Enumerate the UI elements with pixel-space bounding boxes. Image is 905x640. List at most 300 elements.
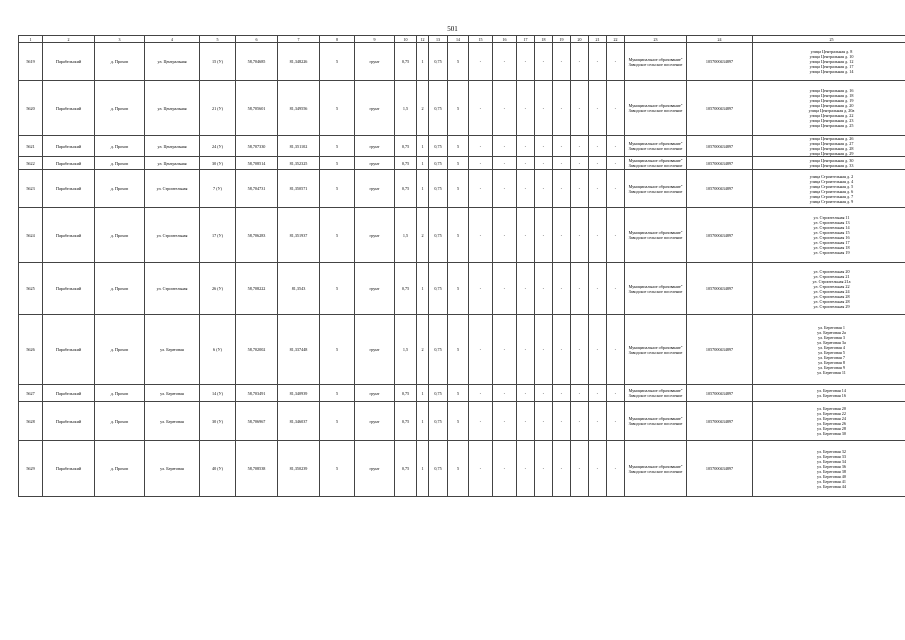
volume-cell: 0,75 <box>429 43 448 81</box>
ogrn-cell: 1057000434897 <box>687 263 753 315</box>
settlement-cell: Парабельский <box>43 402 95 441</box>
ogrn-cell: 1057000434897 <box>687 441 753 497</box>
empty-cell: - <box>535 157 553 170</box>
row-id: 5625 <box>19 263 43 315</box>
empty-cell: - <box>469 157 493 170</box>
address-line: ул. Строительная 14 <box>813 225 850 230</box>
value-cell: 5 <box>448 157 469 170</box>
empty-cell: - <box>517 441 535 497</box>
address-line: улица Центральная д. 8 <box>810 49 853 54</box>
empty-cell: - <box>571 385 589 402</box>
value-cell: 5 <box>448 263 469 315</box>
row-id: 5619 <box>19 43 43 81</box>
ogrn-cell: 1057000434897 <box>687 315 753 385</box>
count-cell: 5 <box>320 263 355 315</box>
address-line: ул. Береговая 32 <box>817 448 846 454</box>
row-id: 5622 <box>19 157 43 170</box>
empty-cell: - <box>535 208 553 263</box>
locality-cell: д. Прохоп <box>95 263 145 315</box>
address-line: ул. Береговая 3 <box>818 334 845 340</box>
containers-cell: 2 <box>417 81 429 136</box>
address-line: ул. Береговая 24 <box>817 416 846 421</box>
latitude-cell: 58,704685 <box>236 43 278 81</box>
owner-cell: Муниципальное образование" Заводское сельское поселение <box>625 402 687 441</box>
ogrn-cell: 1057000434897 <box>687 208 753 263</box>
street-cell: ул. Центральная <box>145 81 200 136</box>
count-cell: 5 <box>320 43 355 81</box>
addresses-cell <box>753 81 905 136</box>
empty-cell: - <box>571 43 589 81</box>
address-line: ул. Береговая 16 <box>817 393 846 398</box>
column-header: 7 <box>278 36 320 43</box>
address-line: ул. Береговая 30 <box>817 431 846 436</box>
address-line: улица Центральная д. 14 <box>809 69 854 74</box>
latitude-cell: 58,708222 <box>236 263 278 315</box>
address-line: ул. Береговая 36 <box>817 463 846 469</box>
empty-cell: - <box>535 170 553 208</box>
locality-cell: д. Прохоп <box>95 385 145 402</box>
locality-cell: д. Прохоп <box>95 81 145 136</box>
address-line: ул. Береговая 34 <box>817 458 846 464</box>
address-line: улица Центральная д. 33 <box>809 163 854 168</box>
street-cell: ул. Береговая <box>145 402 200 441</box>
longitude-cell: 81,337448 <box>278 315 320 385</box>
empty-cell: - <box>589 402 607 441</box>
empty-cell: - <box>517 81 535 136</box>
empty-cell: - <box>571 441 589 497</box>
street-cell: ул. Центральная <box>145 43 200 81</box>
latitude-cell: 58,706967 <box>236 402 278 441</box>
street-cell: ул. Центральная <box>145 157 200 170</box>
empty-cell: - <box>469 43 493 81</box>
column-header: 25 <box>753 36 905 43</box>
empty-cell: - <box>493 136 517 157</box>
address-line: улица Центральная д. 17 <box>809 64 854 69</box>
address-line: улица Строительная д. 6 <box>809 188 854 194</box>
owner-cell: Муниципальное образование" Заводское сельское поселение <box>625 208 687 263</box>
area-cell: 0,75 <box>395 263 417 315</box>
address-line: ул. Строительная 21 <box>813 273 850 279</box>
settlement-cell: Парабельский <box>43 157 95 170</box>
empty-cell: - <box>607 43 625 81</box>
empty-cell: - <box>553 385 571 402</box>
address-line: ул. Береговая 9 <box>818 364 845 370</box>
area-cell: 1,5 <box>395 81 417 136</box>
area-cell: 0,75 <box>395 441 417 497</box>
empty-cell: - <box>589 157 607 170</box>
locality-cell: д. Прохоп <box>95 43 145 81</box>
empty-cell: - <box>553 315 571 385</box>
empty-cell: - <box>517 263 535 315</box>
row-id: 5623 <box>19 170 43 208</box>
column-header: 4 <box>145 36 200 43</box>
settlement-cell: Парабельский <box>43 263 95 315</box>
containers-cell: 1 <box>417 170 429 208</box>
house-cell: 14 (У) <box>200 385 236 402</box>
surface-cell: грунт <box>355 208 395 263</box>
table-row <box>19 136 905 157</box>
locality-cell: д. Прохоп <box>95 170 145 208</box>
latitude-cell: 58,706283 <box>236 208 278 263</box>
longitude-cell: 81,351937 <box>278 208 320 263</box>
value-cell: 5 <box>448 136 469 157</box>
column-header: 17 <box>517 36 535 43</box>
table-row <box>19 263 905 315</box>
longitude-cell: 81,351102 <box>278 136 320 157</box>
address-line: ул. Строительная 19 <box>813 250 850 255</box>
longitude-cell: 81,346037 <box>278 402 320 441</box>
empty-cell: - <box>535 402 553 441</box>
ogrn-cell: 1057000434897 <box>687 136 753 157</box>
empty-cell: - <box>607 208 625 263</box>
addresses-cell <box>753 441 905 497</box>
row-id: 5626 <box>19 315 43 385</box>
area-cell: 0,75 <box>395 402 417 441</box>
address-line: ул. Строительная 16 <box>813 235 850 240</box>
address-line: ул. Береговая 1 <box>818 324 845 330</box>
empty-cell: - <box>553 136 571 157</box>
table-row <box>19 81 905 136</box>
owner-cell: Муниципальное образование" Заводское сельское поселение <box>625 81 687 136</box>
settlement-cell: Парабельский <box>43 208 95 263</box>
containers-cell: 2 <box>417 315 429 385</box>
address-line: ул. Строительная 17 <box>813 240 850 245</box>
address-line: улица Центральная д. 20 <box>809 103 854 108</box>
latitude-cell: 58,705601 <box>236 81 278 136</box>
count-cell: 5 <box>320 315 355 385</box>
address-line: улица Строительная д. 9 <box>809 198 854 204</box>
empty-cell: - <box>493 157 517 170</box>
address-line: улица Центральная д. 16 <box>809 88 854 93</box>
empty-cell: - <box>469 136 493 157</box>
address-line: ул. Строительная 21а <box>812 278 851 284</box>
empty-cell: - <box>535 136 553 157</box>
ogrn-cell: 1057000434897 <box>687 402 753 441</box>
house-cell: 6 (У) <box>200 315 236 385</box>
empty-cell: - <box>469 263 493 315</box>
address-line: ул. Береговая 7 <box>818 354 845 360</box>
empty-cell: - <box>571 136 589 157</box>
address-line: ул. Береговая 38 <box>817 468 846 474</box>
address-line: улица Строительная д. 5 <box>809 183 854 189</box>
ogrn-cell: 1057000434897 <box>687 43 753 81</box>
addresses-cell <box>753 263 905 315</box>
address-line: улица Центральная д. 27 <box>809 141 854 146</box>
containers-cell: 1 <box>417 402 429 441</box>
locality-cell: д. Прохоп <box>95 441 145 497</box>
column-header: 12 <box>417 36 429 43</box>
table-row <box>19 170 905 208</box>
empty-cell: - <box>517 170 535 208</box>
empty-cell: - <box>589 385 607 402</box>
address-line: улица Центральная д. 19 <box>809 98 854 103</box>
empty-cell: - <box>607 402 625 441</box>
ogrn-cell: 1057000434897 <box>687 157 753 170</box>
volume-cell: 0,75 <box>429 315 448 385</box>
longitude-cell: 81,352325 <box>278 157 320 170</box>
house-cell: 21 (У) <box>200 81 236 136</box>
table-row <box>19 441 905 497</box>
ogrn-cell: 1057000434897 <box>687 81 753 136</box>
column-header: 24 <box>687 36 753 43</box>
empty-cell: - <box>535 81 553 136</box>
area-cell: 1,5 <box>395 208 417 263</box>
empty-cell: - <box>517 208 535 263</box>
volume-cell: 0,75 <box>429 263 448 315</box>
address-line: ул. Береговая 8 <box>818 359 845 365</box>
address-line: улица Центральная д. 22 <box>809 113 854 118</box>
empty-cell: - <box>589 43 607 81</box>
settlement-cell: Парабельский <box>43 170 95 208</box>
house-cell: 30 (У) <box>200 402 236 441</box>
column-header: 14 <box>448 36 469 43</box>
column-header: 8 <box>320 36 355 43</box>
longitude-cell: 81,3543 <box>278 263 320 315</box>
street-cell: ул. Центральная <box>145 136 200 157</box>
empty-cell: - <box>535 441 553 497</box>
registry-table <box>18 35 905 497</box>
latitude-cell: 58,708514 <box>236 157 278 170</box>
locality-cell: д. Прохоп <box>95 136 145 157</box>
column-header: 10 <box>395 36 417 43</box>
empty-cell: - <box>607 441 625 497</box>
empty-cell: - <box>607 136 625 157</box>
empty-cell: - <box>607 81 625 136</box>
empty-cell: - <box>535 385 553 402</box>
empty-cell: - <box>535 315 553 385</box>
house-cell: 7 (У) <box>200 170 236 208</box>
address-line: ул. Береговая 41 <box>817 478 846 484</box>
table-row <box>19 157 905 170</box>
empty-cell: - <box>553 43 571 81</box>
volume-cell: 0,75 <box>429 170 448 208</box>
house-cell: 15 (У) <box>200 43 236 81</box>
empty-cell: - <box>571 157 589 170</box>
address-line: ул. Строительная 18 <box>813 245 850 250</box>
area-cell: 1,5 <box>395 315 417 385</box>
row-id: 5621 <box>19 136 43 157</box>
empty-cell: - <box>553 170 571 208</box>
address-line: ул. Строительная 29 <box>813 303 850 309</box>
addresses-cell <box>753 385 905 402</box>
settlement-cell: Парабельский <box>43 315 95 385</box>
address-line: ул. Береговая 11 <box>817 369 846 375</box>
address-line: ул. Береговая 2а <box>817 329 846 335</box>
latitude-cell: 58,702002 <box>236 315 278 385</box>
volume-cell: 0,75 <box>429 136 448 157</box>
column-header: 2 <box>43 36 95 43</box>
column-header: 6 <box>236 36 278 43</box>
empty-cell: - <box>493 43 517 81</box>
area-cell: 0,75 <box>395 385 417 402</box>
address-line: ул. Строительная 13 <box>813 220 850 225</box>
latitude-cell: 58,707330 <box>236 136 278 157</box>
latitude-cell: 58,703491 <box>236 385 278 402</box>
address-line: ул. Береговая 14 <box>817 388 846 393</box>
address-line: ул. Береговая 22 <box>817 411 846 416</box>
ogrn-cell: 1057000434897 <box>687 170 753 208</box>
address-line: ул. Береговая 20 <box>817 406 846 411</box>
street-cell: ул. Береговая <box>145 315 200 385</box>
owner-cell: Муниципальное образование" Заводское сельское поселение <box>625 385 687 402</box>
empty-cell: - <box>469 315 493 385</box>
empty-cell: - <box>493 441 517 497</box>
containers-cell: 2 <box>417 208 429 263</box>
empty-cell: - <box>589 315 607 385</box>
latitude-cell: 58,704731 <box>236 170 278 208</box>
house-cell: 17 (У) <box>200 208 236 263</box>
address-line: ул. Строительная 24 <box>813 288 850 294</box>
row-id: 5620 <box>19 81 43 136</box>
latitude-cell: 58,708538 <box>236 441 278 497</box>
surface-cell: грунт <box>355 170 395 208</box>
empty-cell: - <box>589 263 607 315</box>
empty-cell: - <box>553 81 571 136</box>
address-line: ул. Строительная 28 <box>813 298 850 304</box>
area-cell: 0,75 <box>395 157 417 170</box>
column-header: 16 <box>493 36 517 43</box>
settlement-cell: Парабельский <box>43 136 95 157</box>
value-cell: 5 <box>448 385 469 402</box>
address-line: улица Центральная д. 18 <box>809 93 854 98</box>
address-line: ул. Береговая 40 <box>817 473 846 479</box>
column-header: 1 <box>19 36 43 43</box>
longitude-cell: 81,340939 <box>278 385 320 402</box>
count-cell: 5 <box>320 81 355 136</box>
empty-cell: - <box>535 43 553 81</box>
surface-cell: грунт <box>355 81 395 136</box>
value-cell: 5 <box>448 208 469 263</box>
owner-cell: Муниципальное образование" Заводское сельское поселение <box>625 157 687 170</box>
address-line: ул. Строительная 15 <box>813 230 850 235</box>
header-row <box>19 36 905 43</box>
surface-cell: грунт <box>355 157 395 170</box>
volume-cell: 0,75 <box>429 81 448 136</box>
count-cell: 5 <box>320 136 355 157</box>
longitude-cell: 81,348226 <box>278 43 320 81</box>
count-cell: 5 <box>320 170 355 208</box>
empty-cell: - <box>607 315 625 385</box>
empty-cell: - <box>553 402 571 441</box>
surface-cell: грунт <box>355 263 395 315</box>
column-header: 21 <box>589 36 607 43</box>
containers-cell: 1 <box>417 136 429 157</box>
empty-cell: - <box>517 43 535 81</box>
owner-cell: Муниципальное образование" Заводское сельское поселение <box>625 315 687 385</box>
settlement-cell: Парабельский <box>43 441 95 497</box>
surface-cell: грунт <box>355 315 395 385</box>
longitude-cell: 81,350571 <box>278 170 320 208</box>
address-line: улица Центральная д. 28 <box>809 146 854 151</box>
value-cell: 5 <box>448 43 469 81</box>
addresses-cell <box>753 43 905 81</box>
surface-cell: грунт <box>355 136 395 157</box>
address-line: ул. Береговая 4 <box>818 344 845 350</box>
addresses-cell <box>753 315 905 385</box>
empty-cell: - <box>553 208 571 263</box>
column-header: 9 <box>355 36 395 43</box>
empty-cell: - <box>607 157 625 170</box>
empty-cell: - <box>589 136 607 157</box>
containers-cell: 1 <box>417 43 429 81</box>
column-header: 18 <box>535 36 553 43</box>
empty-cell: - <box>589 208 607 263</box>
address-line: ул. Береговая 26 <box>817 421 846 426</box>
empty-cell: - <box>469 441 493 497</box>
settlement-cell: Парабельский <box>43 385 95 402</box>
empty-cell: - <box>469 81 493 136</box>
address-line: улица Центральная д. 23 <box>809 118 854 123</box>
settlement-cell: Парабельский <box>43 43 95 81</box>
locality-cell: д. Прохоп <box>95 157 145 170</box>
value-cell: 5 <box>448 81 469 136</box>
owner-cell: Муниципальное образование" Заводское сельское поселение <box>625 263 687 315</box>
address-line: ул. Строительная 22 <box>813 283 850 289</box>
addresses-cell <box>753 136 905 157</box>
empty-cell: - <box>553 157 571 170</box>
empty-cell: - <box>571 81 589 136</box>
row-id: 5624 <box>19 208 43 263</box>
empty-cell: - <box>493 402 517 441</box>
address-line: улица Центральная д. 12 <box>809 59 854 64</box>
empty-cell: - <box>535 263 553 315</box>
surface-cell: грунт <box>355 402 395 441</box>
empty-cell: - <box>607 263 625 315</box>
empty-cell: - <box>571 315 589 385</box>
column-header: 22 <box>607 36 625 43</box>
containers-cell: 1 <box>417 385 429 402</box>
street-cell: ул. Строительная <box>145 170 200 208</box>
count-cell: 5 <box>320 385 355 402</box>
value-cell: 5 <box>448 441 469 497</box>
column-header: 13 <box>429 36 448 43</box>
containers-cell: 1 <box>417 263 429 315</box>
empty-cell: - <box>589 441 607 497</box>
addresses-cell <box>753 208 905 263</box>
empty-cell: - <box>493 315 517 385</box>
empty-cell: - <box>589 81 607 136</box>
street-cell: ул. Строительная <box>145 263 200 315</box>
empty-cell: - <box>517 402 535 441</box>
table-row <box>19 43 905 81</box>
column-header: 19 <box>553 36 571 43</box>
street-cell: ул. Береговая <box>145 441 200 497</box>
column-header: 3 <box>95 36 145 43</box>
empty-cell: - <box>607 385 625 402</box>
address-line: улица Строительная д. 7 <box>809 193 854 199</box>
address-line: улица Центральная д. 20а <box>808 108 855 113</box>
empty-cell: - <box>553 441 571 497</box>
area-cell: 0,75 <box>395 43 417 81</box>
value-cell: 5 <box>448 170 469 208</box>
volume-cell: 0,75 <box>429 441 448 497</box>
address-line: ул. Береговая 44 <box>817 483 846 489</box>
table-row <box>19 385 905 402</box>
house-cell: 30 (У) <box>200 157 236 170</box>
volume-cell: 0,75 <box>429 385 448 402</box>
surface-cell: грунт <box>355 385 395 402</box>
owner-cell: Муниципальное образование" Заводское сельское поселение <box>625 136 687 157</box>
table-row <box>19 402 905 441</box>
empty-cell: - <box>571 402 589 441</box>
house-cell: 24 (У) <box>200 136 236 157</box>
area-cell: 0,75 <box>395 136 417 157</box>
empty-cell: - <box>493 385 517 402</box>
row-id: 5629 <box>19 441 43 497</box>
address-line: ул. Береговая 3а <box>817 339 846 345</box>
owner-cell: Муниципальное образование" Заводское сельское поселение <box>625 170 687 208</box>
house-cell: 26 (У) <box>200 263 236 315</box>
